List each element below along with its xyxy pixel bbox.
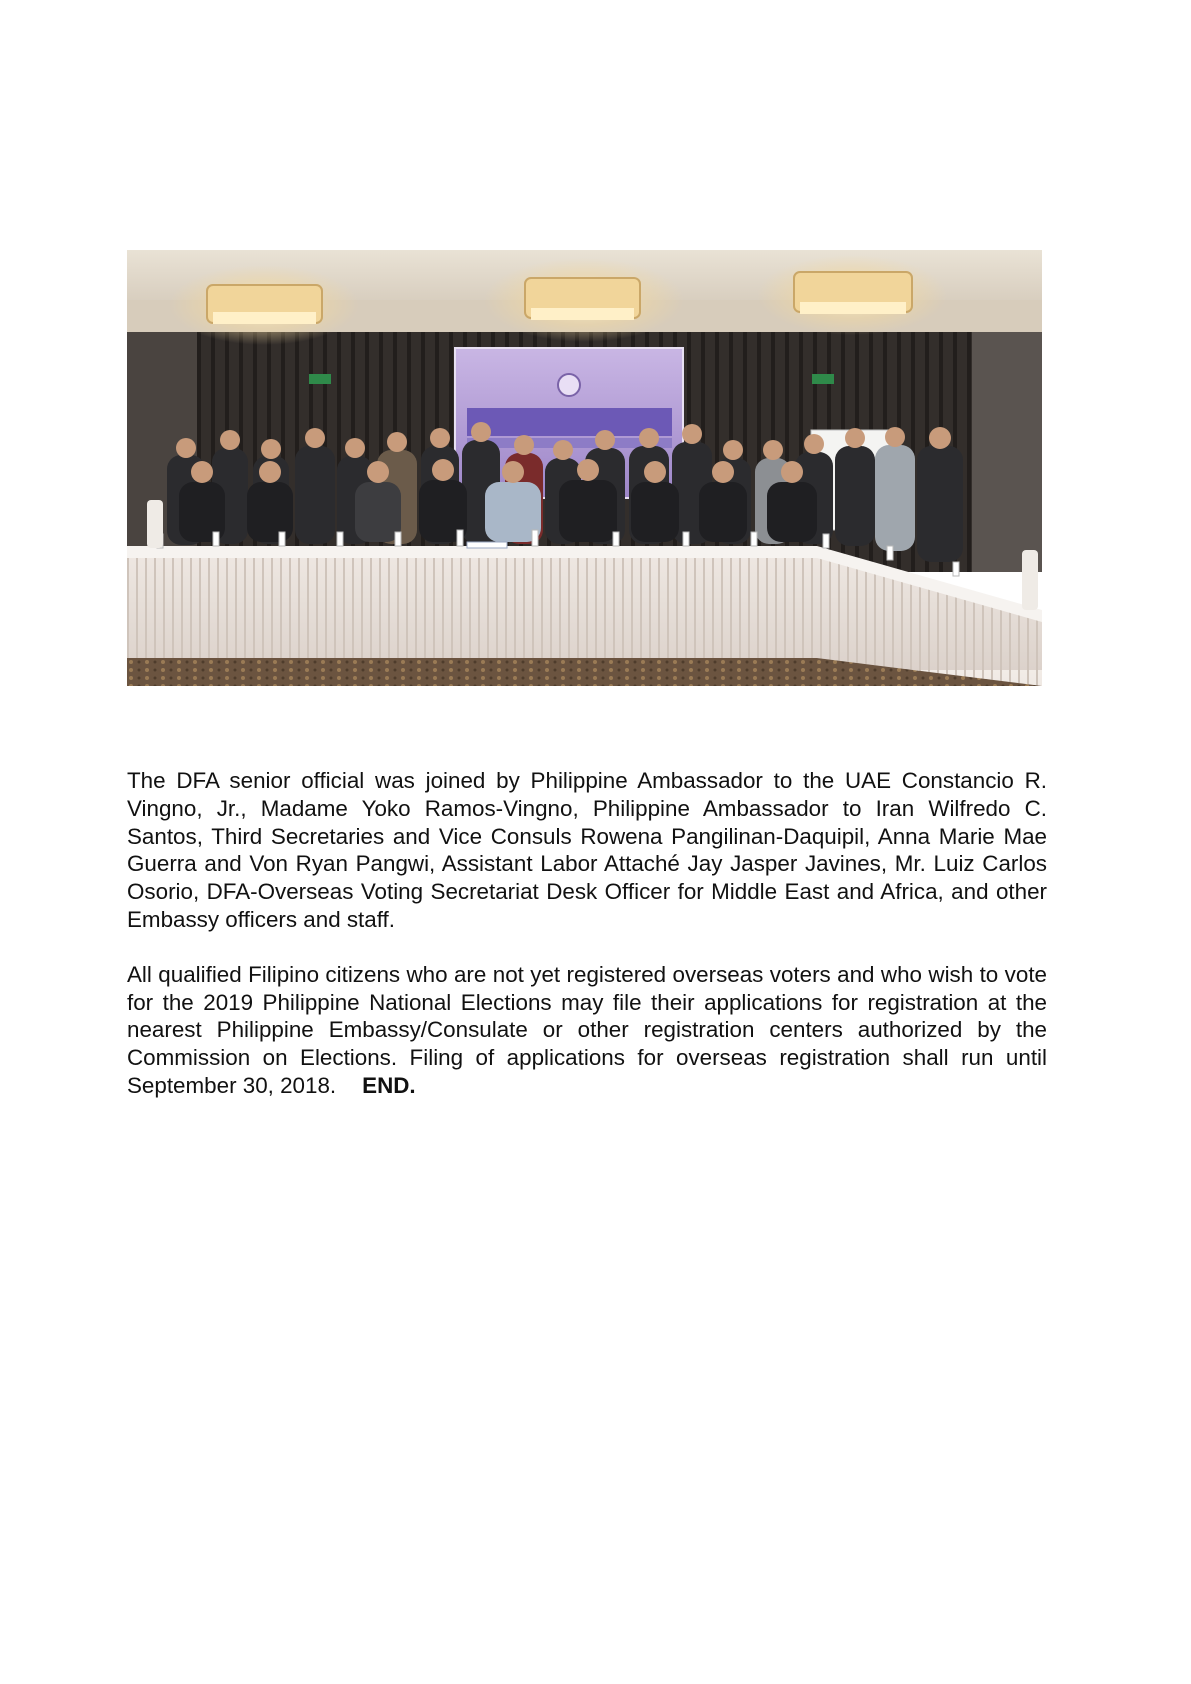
seal-icon xyxy=(558,374,580,396)
end-marker: END. xyxy=(362,1072,416,1098)
group-photo xyxy=(127,250,1042,686)
group-photo-image xyxy=(127,250,1042,686)
paragraph-registration xyxy=(127,961,1047,1100)
article-body xyxy=(127,767,1047,1100)
paragraph-registration-text: All qualified Filipino citizens who are not yet registered overseas voters and who wish to vote for the 2019 Philippine National Elections may file their applications for registration at the nearest Philippine Embassy/Consulate or other registration centers authorized by the Commission on Elections. Filing of applications for overseas registration shall run until September 30, 2018. xyxy=(127,961,1047,1098)
paragraph-officials: The DFA senior official was joined by Philippine Ambassador to the UAE Constancio R. Vingno, Jr., Madame Yoko Ramos-Vingno, Philippine Ambassador to Iran Wilfredo C. Santos, Third Secretaries and Vice Consuls Rowena Pangilinan-Daquipil, Anna Marie Mae Guerra and Von Ryan Pangwi, Assistant Labor Attaché Jay Jasper Javines, Mr. Luiz Carlos Osorio, DFA-Overseas Voting Secretariat Desk Officer for Middle East and Africa, and other Embassy officers and staff. xyxy=(127,768,1047,932)
